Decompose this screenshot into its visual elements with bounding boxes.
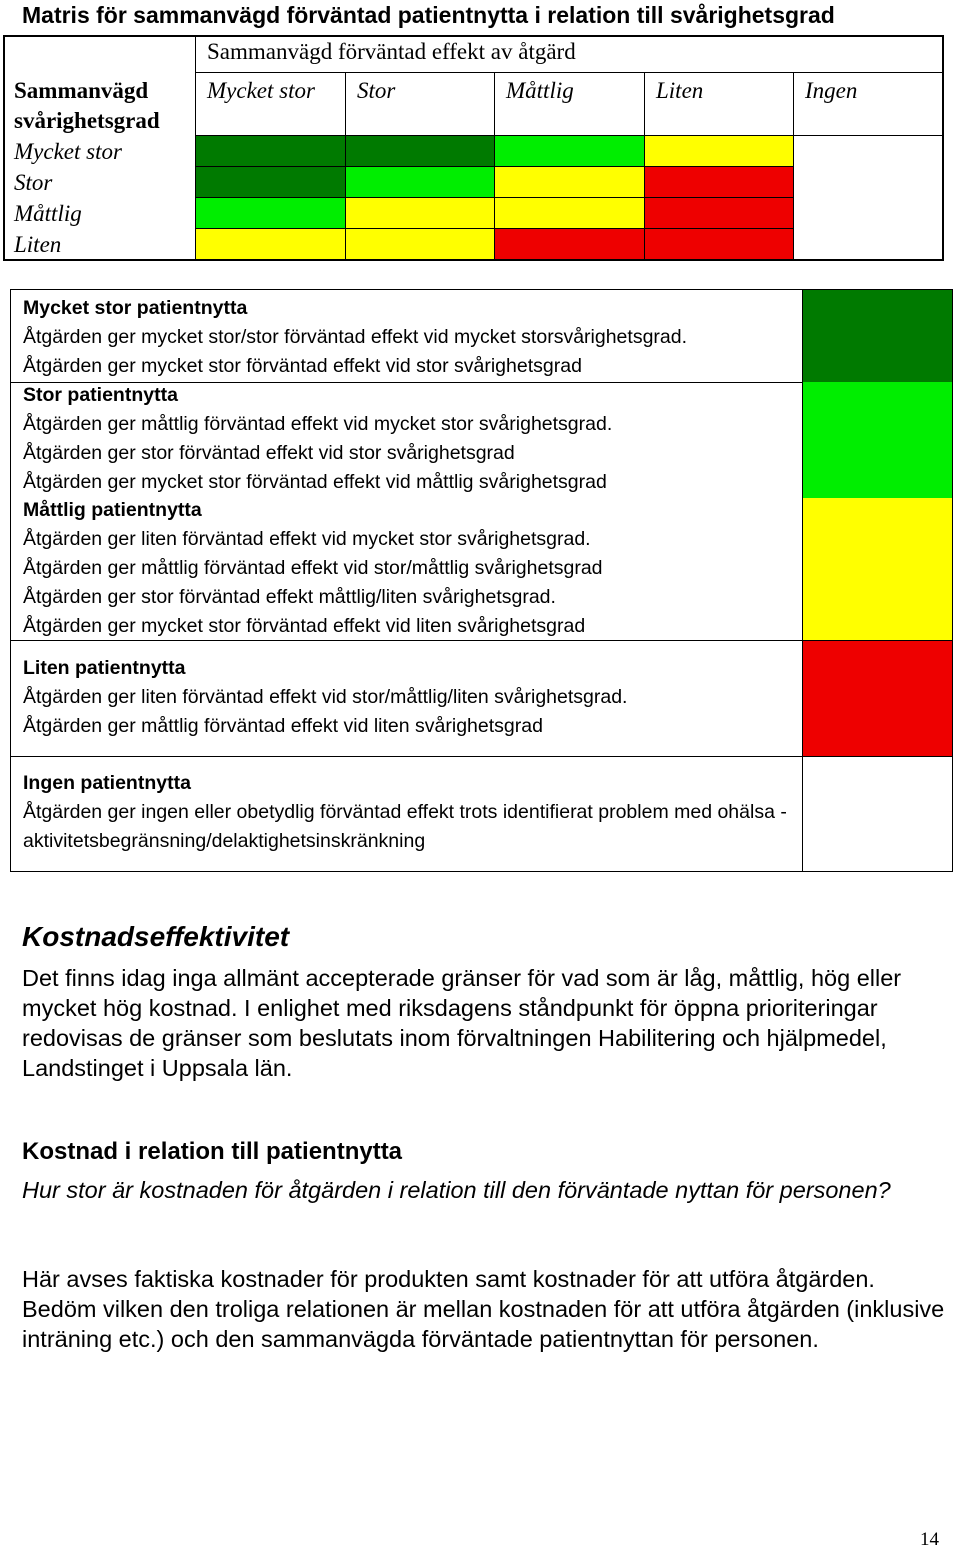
legend-heading: Ingen patientnytta <box>23 772 191 794</box>
matrix-cell-dark-green <box>346 136 494 166</box>
legend-line: Åtgärden ger stor förväntad effekt vid stor svårighetsgrad <box>23 442 515 464</box>
page-title: Matris för sammanvägd förväntad patientnytta i relation till svårighetsgrad <box>22 2 835 28</box>
cost-vs-benefit-question: Hur stor är kostnaden för åtgärden i relation till den förväntade nyttan för personen? <box>22 1177 891 1203</box>
legend-swatch-yellow <box>803 498 953 640</box>
matrix-cell-white <box>794 198 942 228</box>
severity-header-line1: Sammanvägd <box>14 78 149 103</box>
matrix-cell-light-green <box>196 198 345 228</box>
column-header: Stor <box>357 78 396 103</box>
legend-block-moderate <box>23 496 798 641</box>
legend-line: Åtgärden ger ingen eller obetydlig förväntad effekt trots identifierat problem med ohälsa - aktivitetsbegränsning/delaktighetsinskränkning <box>23 801 787 852</box>
matrix-cell-white <box>794 136 942 166</box>
matrix-cell-red <box>495 229 644 259</box>
matrix-cell-yellow <box>196 229 345 259</box>
legend-heading: Liten patientnytta <box>23 657 186 679</box>
legend-block-very-large <box>23 294 798 381</box>
matrix-cell-dark-green <box>196 167 345 197</box>
effect-header: Sammanvägd förväntad effekt av åtgärd <box>207 39 576 64</box>
matrix-cell-yellow <box>645 136 793 166</box>
legend-block-none <box>23 769 798 856</box>
row-header: Stor <box>14 170 53 195</box>
column-header: Mycket stor <box>207 78 315 103</box>
row-header: Liten <box>14 232 62 257</box>
benefit-legend-table <box>10 289 953 872</box>
legend-line: Åtgärden ger mycket stor förväntad effekt vid stor svårighetsgrad <box>23 355 582 377</box>
severity-header-line2: svårighetsgrad <box>14 108 160 133</box>
column-header: Liten <box>656 78 704 103</box>
row-header: Mycket stor <box>14 139 122 164</box>
matrix-cell-light-green <box>346 167 494 197</box>
matrix-cell-white <box>794 167 942 197</box>
legend-line: Åtgärden ger liten förväntad effekt vid mycket stor svårighetsgrad. <box>23 528 591 550</box>
matrix-cell-dark-green <box>196 136 345 166</box>
matrix-cell-yellow <box>346 198 494 228</box>
row-header: Måttlig <box>14 201 82 226</box>
legend-swatch-light-green <box>803 382 953 498</box>
legend-line: Åtgärden ger måttlig förväntad effekt vid stor/måttlig svårighetsgrad <box>23 557 603 579</box>
legend-line: Åtgärden ger mycket stor förväntad effekt vid måttlig svårighetsgrad <box>23 471 607 493</box>
cost-effectiveness-paragraph: Det finns idag inga allmänt accepterade gränser för vad som är låg, måttlig, hög eller mycket hög kostnad. I enlighet med riksdagens ståndpunkt för öppna prioriteringar redovisas de gränser som beslutats inom förvaltningen Habilitering och hjälpmedel, Landstinget i Uppsala län. <box>22 965 902 1081</box>
matrix-cell-light-green <box>495 136 644 166</box>
column-header: Ingen <box>805 78 858 103</box>
matrix-cell-red <box>645 198 793 228</box>
legend-swatch-red <box>803 640 953 756</box>
page-number: 14 <box>920 1529 939 1550</box>
legend-swatch-dark-green <box>803 289 953 382</box>
section-heading-cost-vs-benefit: Kostnad i relation till patientnytta <box>22 1138 403 1165</box>
matrix-cell-yellow <box>346 229 494 259</box>
legend-heading: Mycket stor patientnytta <box>23 297 248 319</box>
patient-benefit-matrix <box>3 35 944 261</box>
matrix-cell-red <box>645 167 793 197</box>
legend-heading: Stor patientnytta <box>23 384 178 406</box>
legend-heading: Måttlig patientnytta <box>23 499 202 521</box>
legend-line: Åtgärden ger liten förväntad effekt vid stor/måttlig/liten svårighetsgrad. <box>23 686 628 708</box>
column-header: Måttlig <box>506 78 574 103</box>
matrix-cell-yellow <box>495 167 644 197</box>
cost-vs-benefit-paragraph: Här avses faktiska kostnader för produkten samt kostnader för att utföra åtgärden. Bedöm vilken den troliga relationen är mellan kostnaden för att utföra åtgärden (inklusive inträning etc.) och den sammanvägda förväntade patientnyttan för personen. <box>22 1266 945 1352</box>
legend-swatch-white <box>803 756 953 872</box>
matrix-cell-white <box>794 229 942 259</box>
legend-line: Åtgärden ger måttlig förväntad effekt vid liten svårighetsgrad <box>23 715 543 737</box>
matrix-cell-red <box>645 229 793 259</box>
legend-line: Åtgärden ger mycket stor/stor förväntad effekt vid mycket storsvårighetsgrad. <box>23 326 688 348</box>
matrix-cell-yellow <box>495 198 644 228</box>
legend-block-small <box>23 654 798 741</box>
legend-line: Åtgärden ger stor förväntad effekt måttlig/liten svårighetsgrad. <box>23 586 556 608</box>
legend-line: Åtgärden ger måttlig förväntad effekt vid mycket stor svårighetsgrad. <box>23 413 613 435</box>
legend-line: Åtgärden ger mycket stor förväntad effekt vid liten svårighetsgrad <box>23 615 586 637</box>
legend-block-large <box>23 381 798 497</box>
section-heading-cost-effectiveness: Kostnadseffektivitet <box>22 921 290 952</box>
